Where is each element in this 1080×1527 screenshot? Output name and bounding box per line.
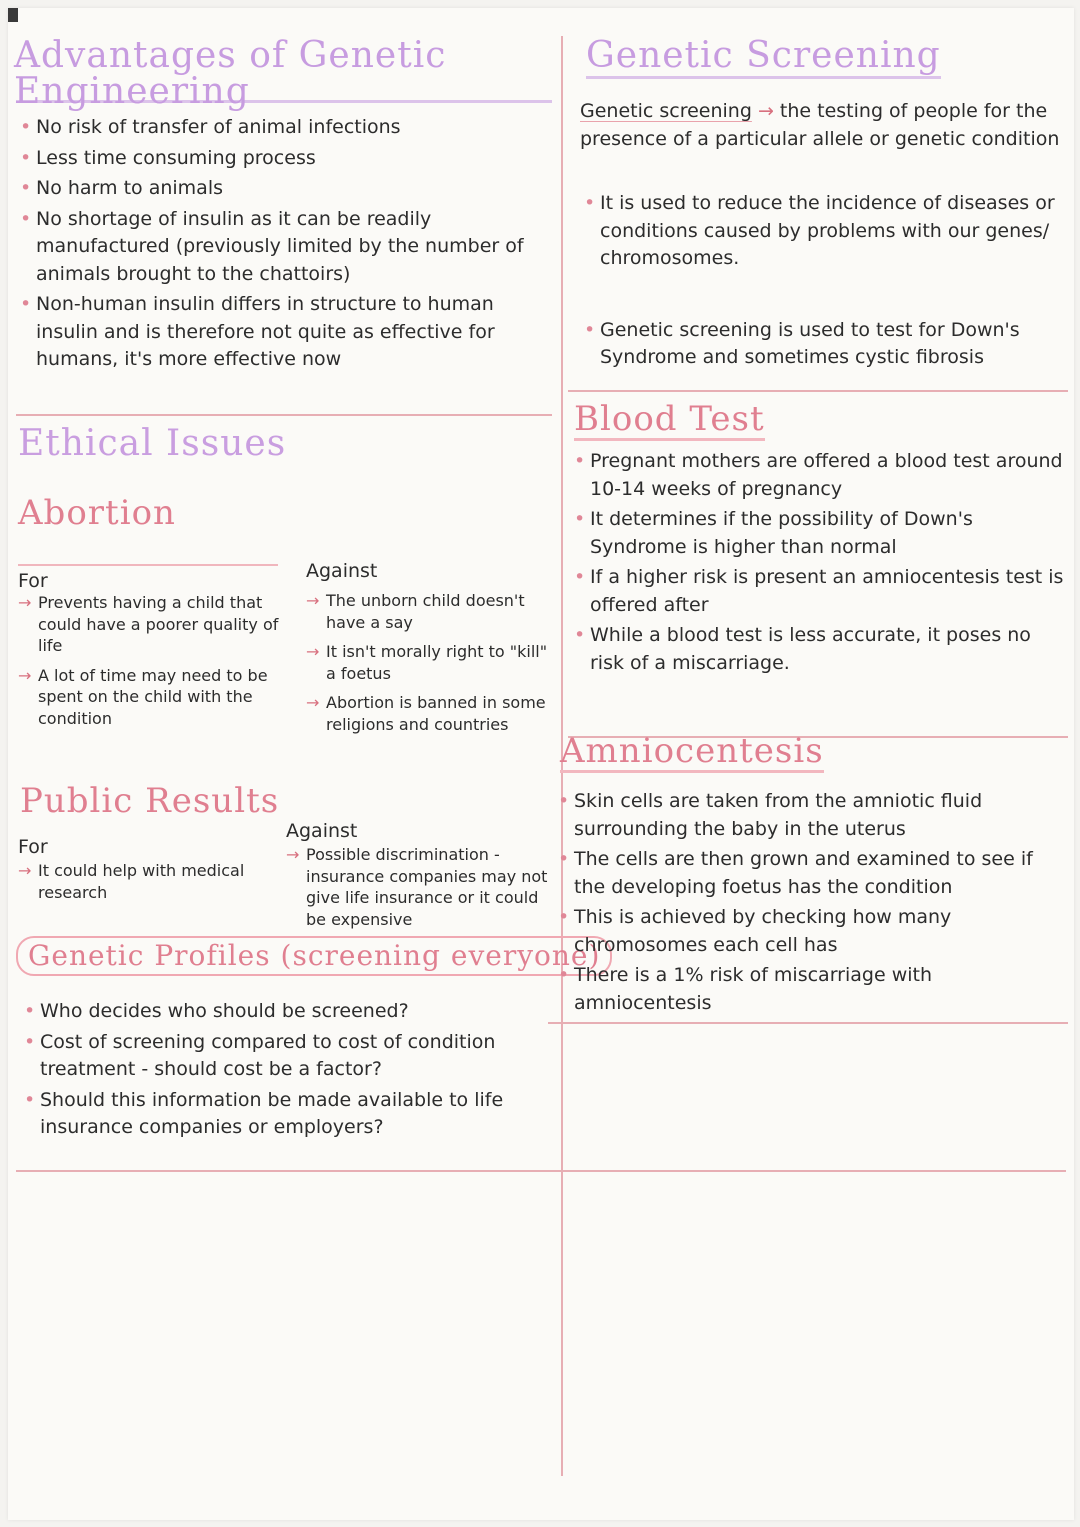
list-item: • Skin cells are taken from the amniotic fluid surrounding the baby in the uterus — [558, 788, 1068, 843]
list-item: • Should this information be made available to life insurance companies or employers? — [24, 1087, 549, 1142]
list-item: • While a blood test is less accurate, it poses no risk of a miscarriage. — [574, 622, 1068, 677]
list-item: • No shortage of insulin as it can be readily manufactured (previously limited by the number of animals brought to the chattoirs) — [20, 206, 555, 289]
list-item: • If a higher risk is present an amniocentesis test is offered after — [574, 564, 1068, 619]
list-item: • Cost of screening compared to cost of condition treatment - should cost be a factor? — [24, 1029, 549, 1084]
list-item: → A lot of time may need to be spent on the child with the condition — [18, 665, 288, 730]
list-item: → Abortion is banned in some religions and countries — [306, 692, 554, 735]
definition-text: the testing of people for the presence of a particular allele or genetic condition — [580, 100, 1060, 150]
genetic-profiles-list — [24, 998, 549, 1145]
arrow-icon: → — [757, 100, 780, 122]
blood-test-list — [574, 448, 1068, 680]
list-item: • The cells are then grown and examined to see if the developing foetus has the condition — [558, 846, 1068, 901]
advantages-section — [14, 35, 559, 112]
genetic-profiles-title: Genetic Profiles (screening everyone) — [16, 936, 612, 976]
list-item: • No harm to animals — [20, 175, 555, 203]
list-item: → Possible discrimination - insurance companies may not give life insurance or it could be expensive — [286, 844, 548, 930]
definition-term: Genetic screening — [580, 100, 752, 122]
amniocentesis-list — [558, 788, 1068, 1020]
ethical-title: Ethical Issues — [18, 423, 287, 464]
list-item: • Non-human insulin differs in structure to human insulin and is therefore not quite as effective for humans, it's more effective now — [20, 291, 555, 374]
list-item: • Less time consuming process — [20, 145, 555, 173]
abortion-for-list — [18, 592, 288, 738]
list-item: • It determines if the possibility of Down's Syndrome is higher than normal — [574, 506, 1068, 561]
list-item: • It is used to reduce the incidence of diseases or conditions caused by problems with our genes/ chromosomes. — [584, 190, 1072, 273]
abortion-title: Abortion — [18, 493, 176, 533]
corner-mark — [8, 8, 18, 22]
public-against-label: Against — [286, 820, 358, 842]
list-item: • Who decides who should be screened? — [24, 998, 549, 1026]
bottom-rule — [16, 1170, 1066, 1172]
list-item: → It could help with medical research — [18, 860, 268, 903]
list-item: → The unborn child doesn't have a say — [306, 590, 554, 633]
left-section-rule — [16, 414, 552, 416]
genetic-screening-title: Genetic Screening — [586, 38, 941, 79]
right-bottom-rule — [548, 1022, 1068, 1024]
public-for-list — [18, 860, 268, 911]
public-for-label: For — [18, 836, 48, 858]
public-against-list — [286, 844, 548, 938]
right-section-rule — [568, 390, 1068, 392]
notes-page — [8, 8, 1074, 1520]
list-item: • Pregnant mothers are offered a blood test around 10-14 weeks of pregnancy — [574, 448, 1068, 503]
blood-test-title: Blood Test — [574, 399, 765, 439]
list-item: • This is achieved by checking how many chromosomes each cell has — [558, 904, 1068, 959]
abortion-against-list — [306, 590, 554, 744]
abortion-against-label: Against — [306, 560, 378, 582]
list-item: • Genetic screening is used to test for Down's Syndrome and sometimes cystic fibrosis — [584, 317, 1072, 372]
list-item: • There is a 1% risk of miscarriage with amniocentesis — [558, 962, 1068, 1017]
screening-definition — [580, 98, 1070, 153]
list-item: • No risk of transfer of animal infections — [20, 114, 555, 142]
advantages-title: Advantages of Genetic Engineering — [14, 35, 447, 112]
abortion-for-label: For — [18, 564, 278, 592]
amniocentesis-title: Amniocentesis — [560, 731, 824, 771]
list-item: → It isn't morally right to "kill" a foetus — [306, 641, 554, 684]
advantages-list — [20, 114, 555, 377]
list-item: → Prevents having a child that could have a poorer quality of life — [18, 592, 288, 657]
screening-list — [584, 190, 1072, 375]
public-results-title: Public Results — [20, 781, 280, 821]
